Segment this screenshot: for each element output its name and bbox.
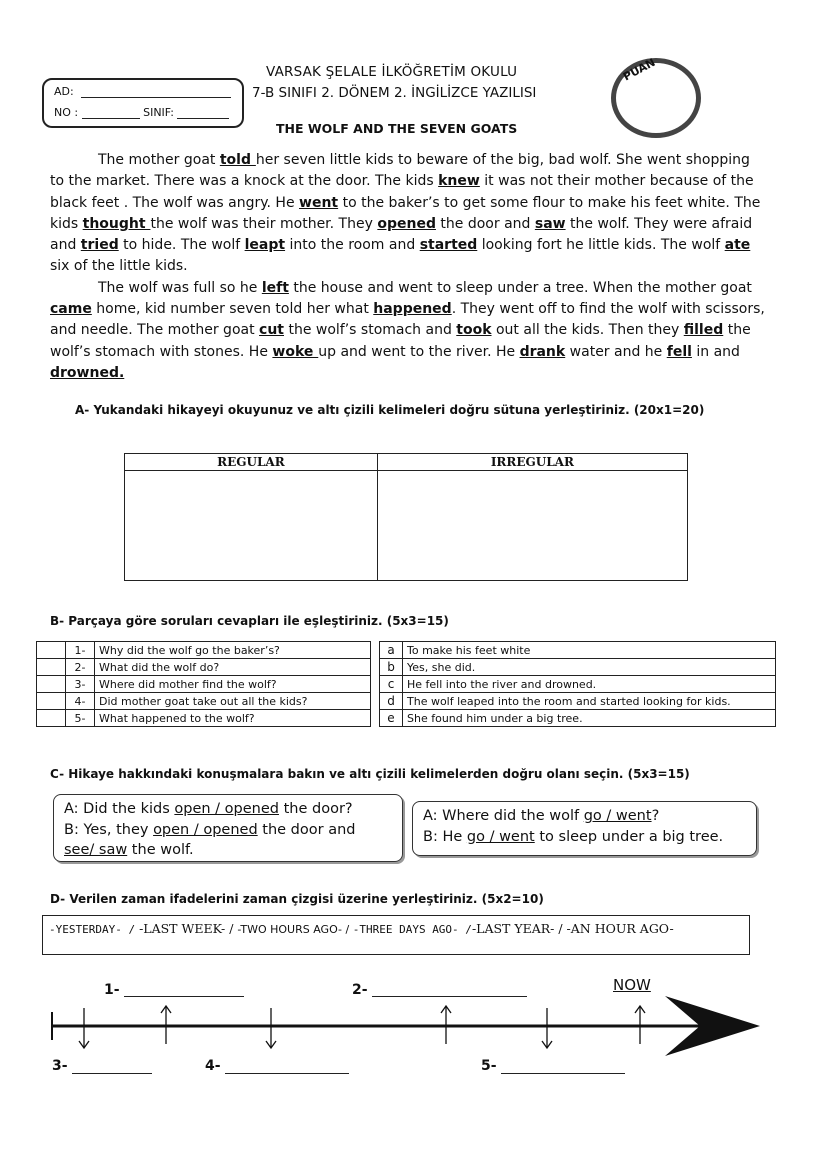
timeline-label-4: 4-: [205, 1058, 221, 1074]
choice-open-opened-1[interactable]: open / opened: [174, 801, 279, 817]
underlined-verb: leapt: [244, 237, 286, 254]
underlined-verb: started: [419, 237, 478, 254]
story-title: THE WOLF AND THE SEVEN GOATS: [276, 121, 518, 136]
timeline-label-1: 1-: [104, 982, 120, 998]
question-text: Where did mother find the wolf?: [95, 676, 371, 693]
underlined-verb: took: [456, 322, 492, 339]
timeline-label-3: 3-: [52, 1058, 68, 1074]
no-label: NO :: [54, 106, 79, 119]
choice-open-opened-2[interactable]: open / opened: [153, 821, 258, 838]
section-a-heading: A- Yukandaki hikayeyi okuyunuz ve altı çizili kelimeleri doğru sütuna yerleştiriniz. (20x1=20): [75, 403, 705, 417]
timeline-label-5: 5-: [481, 1058, 497, 1074]
expr-yesterday: -YESTERDAY- /: [49, 923, 136, 936]
answer-letter: c: [380, 676, 403, 693]
score-label: PUAN: [621, 55, 658, 84]
choice-go-went-1[interactable]: go / went: [583, 808, 652, 824]
answer-text: The wolf leaped into the room and started looking for kids.: [403, 693, 776, 710]
sinif-label: SINIF:: [143, 106, 174, 119]
underlined-verb: thought: [82, 215, 151, 232]
bubble1-line-b: B: Yes, they open / opened the door and: [64, 821, 356, 838]
underlined-verb: knew: [438, 173, 480, 190]
answer-text: She found him under a big tree.: [403, 710, 776, 727]
question-text: Why did the wolf go the baker’s?: [95, 642, 371, 659]
section-b-heading: B- Parçaya göre soruları cevapları ile eşleştiriniz. (5x3=15): [50, 614, 449, 628]
ad-label: AD:: [54, 85, 74, 98]
answer-text: Yes, she did.: [403, 659, 776, 676]
question-number: 4-: [66, 693, 95, 710]
choice-see-saw[interactable]: see/ saw: [64, 842, 128, 858]
down-arrow-4: [266, 1008, 276, 1048]
question-number: 3-: [66, 676, 95, 693]
irregular-header: IRREGULAR: [377, 454, 687, 471]
timeline-label-2: 2-: [352, 982, 368, 998]
underlined-verb: drowned.: [50, 364, 125, 381]
expr-two-hours-ago: -TWO HOURS AGO- /: [237, 923, 353, 936]
underlined-verb: opened: [377, 215, 436, 232]
underlined-verb: came: [50, 301, 92, 318]
down-arrow-3: [79, 1008, 89, 1048]
underlined-verb: saw: [534, 215, 566, 232]
underlined-verb: drank: [519, 343, 566, 360]
underlined-verb: happened: [373, 301, 452, 318]
exam-name: 7-B SINIFI 2. DÖNEM 2. İNGİLİZCE YAZILISI: [252, 85, 537, 101]
underlined-verb: filled: [683, 322, 724, 339]
bubble2-line-a: A: Where did the wolf go / went?: [423, 808, 660, 824]
story-paragraph-1: The mother goat told her seven little kids to beware of the big, bad wolf. She went shopping to the market. There was a knock at the door. The kids knew it was not their mother because of the black feet . The wolf was angry. He went to the baker’s to get some flour to make his feet white. The kids thought the wolf was their mother. They opened the door and saw the wolf. They were afraid and tried to hide. The wolf leapt into the room and started looking fort he little kids. The wolf ate six of the little kids.: [50, 152, 761, 275]
question-number: 5-: [66, 710, 95, 727]
question-text: What happened to the wolf?: [95, 710, 371, 727]
underlined-verb: told: [219, 152, 256, 168]
underlined-verb: woke: [272, 343, 319, 360]
school-name: VARSAK ŞELALE İLKÖĞRETİM OKULU: [266, 64, 518, 80]
section-d-heading: D- Verilen zaman ifadelerini zaman çizgisi üzerine yerleştiriniz. (5x2=10): [50, 892, 544, 906]
answer-letter: e: [380, 710, 403, 727]
expr-three-days-ago: -THREE DAYS AGO- /: [352, 923, 472, 936]
bubble2-line-b: B: He go / went to sleep under a big tree.: [423, 828, 724, 845]
expr-last-year-hour-ago: -LAST YEAR- / -AN HOUR AGO-: [471, 921, 674, 936]
question-number: 1-: [66, 642, 95, 659]
answer-text: To make his feet white: [403, 642, 776, 659]
now-label: NOW: [613, 976, 651, 994]
question-text: Did mother goat take out all the kids?: [95, 693, 371, 710]
underlined-verb: left: [261, 279, 289, 296]
regular-header: REGULAR: [125, 454, 378, 471]
underlined-verb: tried: [80, 237, 119, 254]
underlined-verb: cut: [259, 322, 284, 339]
question-number: 2-: [66, 659, 95, 676]
expr-last-week: -LAST WEEK- /: [135, 921, 238, 936]
underlined-verb: fell: [666, 343, 692, 360]
underlined-verb: went: [299, 194, 339, 211]
choice-go-went-2[interactable]: go / went: [466, 828, 535, 845]
underlined-verb: ate: [724, 237, 751, 254]
bubble1-line-c: see/ saw the wolf.: [64, 842, 194, 858]
story-paragraph-2: The wolf was full so he left the house and went to sleep under a tree. When the mother goat came home, kid number seven told her what happened. They went off to find the wolf with scissors, and needle. The mother goat cut the wolf’s stomach and took out all the kids. Then they filled the wolf’s stomach with stones. He woke up and went to the river. He drank water and he fell in and drowned.: [50, 279, 765, 381]
timeline-axis: [52, 996, 760, 1056]
question-text: What did the wolf do?: [95, 659, 371, 676]
answer-letter: d: [380, 693, 403, 710]
down-arrow-5: [542, 1008, 552, 1048]
section-c-heading: C- Hikaye hakkındaki konuşmalara bakın ve altı çizili kelimelerden doğru olanı seçin. (5x3=15): [50, 767, 690, 781]
answer-letter: b: [380, 659, 403, 676]
answer-text: He fell into the river and drowned.: [403, 676, 776, 693]
answer-letter: a: [380, 642, 403, 659]
bubble1-line-a: A: Did the kids open / opened the door?: [64, 801, 353, 817]
